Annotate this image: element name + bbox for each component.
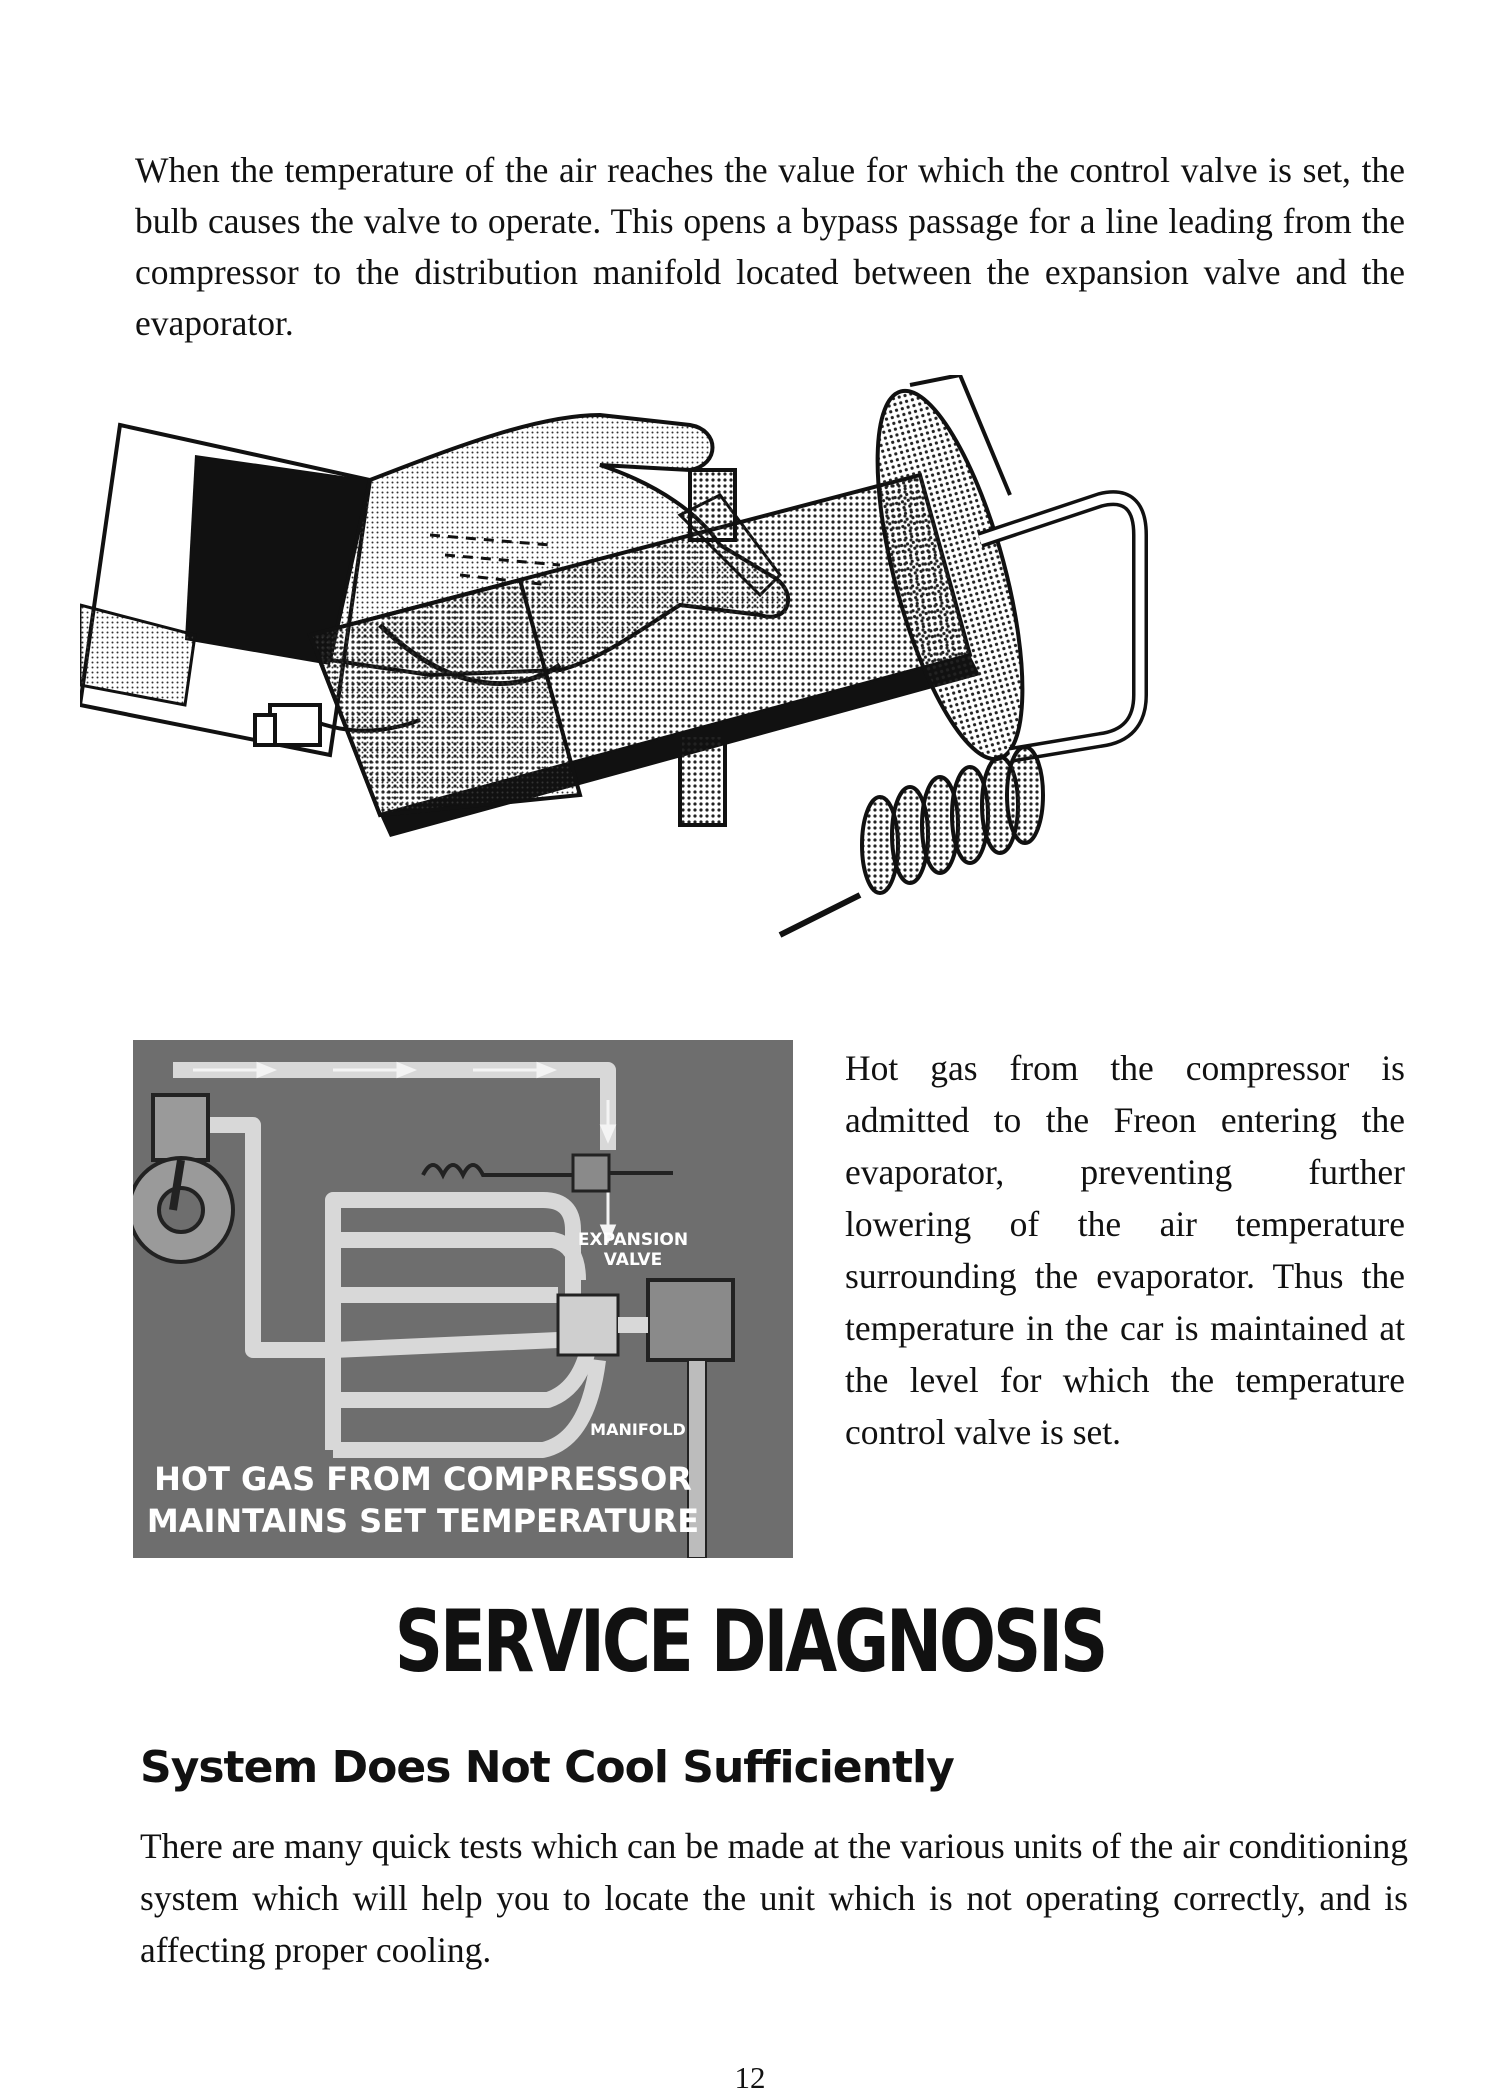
- sleeve-cuff: [80, 425, 370, 755]
- page-number: 12: [734, 2060, 766, 2095]
- hot-gas-bypass-diagram: [133, 1040, 793, 1558]
- coil-spring: [780, 747, 1043, 935]
- intro-paragraph: When the temperature of the air reaches the value for which the control valve is set, the bulb causes the valve to operate. This opens a bypass passage for a line leading from the compressor to the distribution manifold located between the expansion valve and the evaporator.: [135, 150, 1405, 343]
- caption-line-1: HOT GAS FROM COMPRESSOR: [154, 1460, 692, 1498]
- caption-line-2: MAINTAINS SET TEMPERATURE: [146, 1502, 700, 1540]
- service-diagnosis-heading: SERVICE DIAGNOSIS: [394, 1592, 1106, 1692]
- section-subheading: System Does Not Cool Sufficiently: [140, 1742, 954, 1793]
- manifold-label: MANIFOLD: [590, 1420, 686, 1439]
- tests-paragraph: There are many quick tests which can be made at the various units of the air conditioning system which will help you to locate the unit which is not operating correctly, and is affecting proper cooling.: [140, 1826, 1408, 1970]
- valve-label: VALVE: [603, 1250, 663, 1270]
- hot-gas-paragraph: Hot gas from the compressor is admitted to the Freon entering the evaporator, preventing further lowering of the air temperature surrounding the evaporator. Thus the temperature in the car is maintained at the level for which the temperature control valve is set.: [845, 1048, 1405, 1452]
- expansion-label: EXPANSION: [577, 1230, 689, 1250]
- hand-valve-illustration: [80, 375, 1450, 1025]
